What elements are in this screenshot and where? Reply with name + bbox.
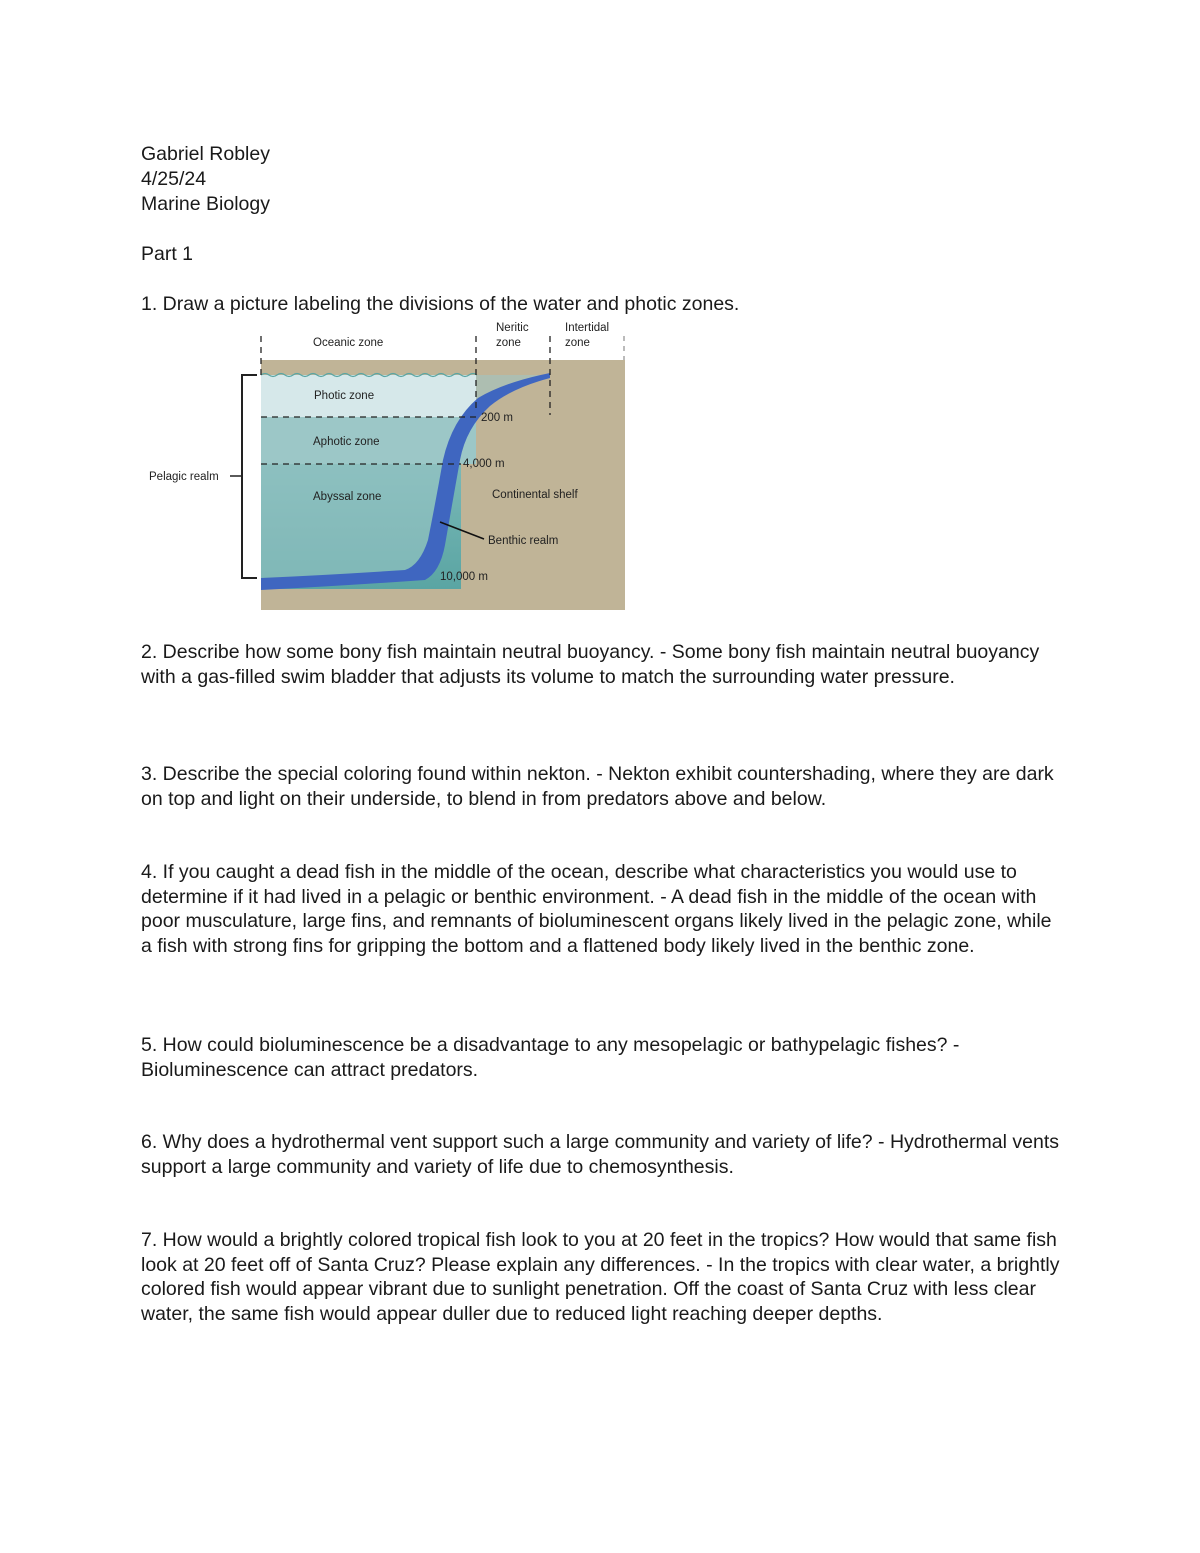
- label-abyssal-zone: Abyssal zone: [313, 491, 382, 503]
- label-depth-4000: 4,000 m: [463, 458, 505, 470]
- label-continental-shelf: Continental shelf: [492, 489, 578, 501]
- question-5: 5. How could bioluminescence be a disadvantage to any mesopelagic or bathypelagic fishes? - Bioluminescence can attract predators.: [141, 1034, 960, 1081]
- question-3: 3. Describe the special coloring found within nekton. - Nekton exhibit countershading, where they are dark on top and light on their underside, to blend in from predators above and below.: [141, 763, 1054, 810]
- label-intertidal-1: Intertidal: [565, 322, 610, 334]
- ocean-zones-diagram: [141, 318, 641, 618]
- question-4: 4. If you caught a dead fish in the middle of the ocean, describe what characteristics you would use to determine if it had lived in a pelagic or benthic environment. - A dead fish in the middle of the ocean with poor musculature, large fins, and remnants of bioluminescent organs likely lived in the pelagic zone, while a fish with strong fins for gripping the bottom and a flattened body likely lived in the benthic zone.: [141, 861, 1052, 957]
- label-neritic-2: zone: [496, 337, 521, 349]
- course-title: Marine Biology: [141, 193, 270, 215]
- document-date: 4/25/24: [141, 168, 207, 190]
- label-pelagic-realm: Pelagic realm: [149, 471, 219, 483]
- label-depth-200: 200 m: [481, 412, 513, 424]
- label-intertidal-2: zone: [565, 337, 590, 349]
- question-7: 7. How would a brightly colored tropical fish look to you at 20 feet in the tropics? How would that same fish look at 20 feet off of Santa Cruz? Please explain any differences. - In the tropics with clear water, a brightly colored fish would appear vibrant due to sunlight penetration. Off the coast of Santa Cruz with less clear water, the same fish would appear duller due to reduced light reaching deeper depths.: [141, 1229, 1060, 1325]
- label-depth-10000: 10,000 m: [440, 571, 488, 583]
- label-neritic-1: Neritic: [496, 322, 529, 334]
- student-name: Gabriel Robley: [141, 143, 270, 165]
- question-1: 1. Draw a picture labeling the divisions of the water and photic zones.: [141, 293, 740, 315]
- label-benthic-realm: Benthic realm: [488, 535, 559, 547]
- question-6: 6. Why does a hydrothermal vent support such a large community and variety of life? - Hydrothermal vents support a large community and variety of life due to chemosynthesis.: [141, 1131, 1060, 1178]
- label-aphotic-zone: Aphotic zone: [313, 436, 380, 448]
- label-photic-zone: Photic zone: [314, 390, 375, 402]
- part-label: Part 1: [141, 243, 194, 265]
- label-oceanic-zone: Oceanic zone: [313, 337, 384, 349]
- question-2: 2. Describe how some bony fish maintain neutral buoyancy. - Some bony fish maintain neutral buoyancy with a gas-filled swim bladder that adjusts its volume to match the surrounding water pressure.: [141, 641, 1040, 688]
